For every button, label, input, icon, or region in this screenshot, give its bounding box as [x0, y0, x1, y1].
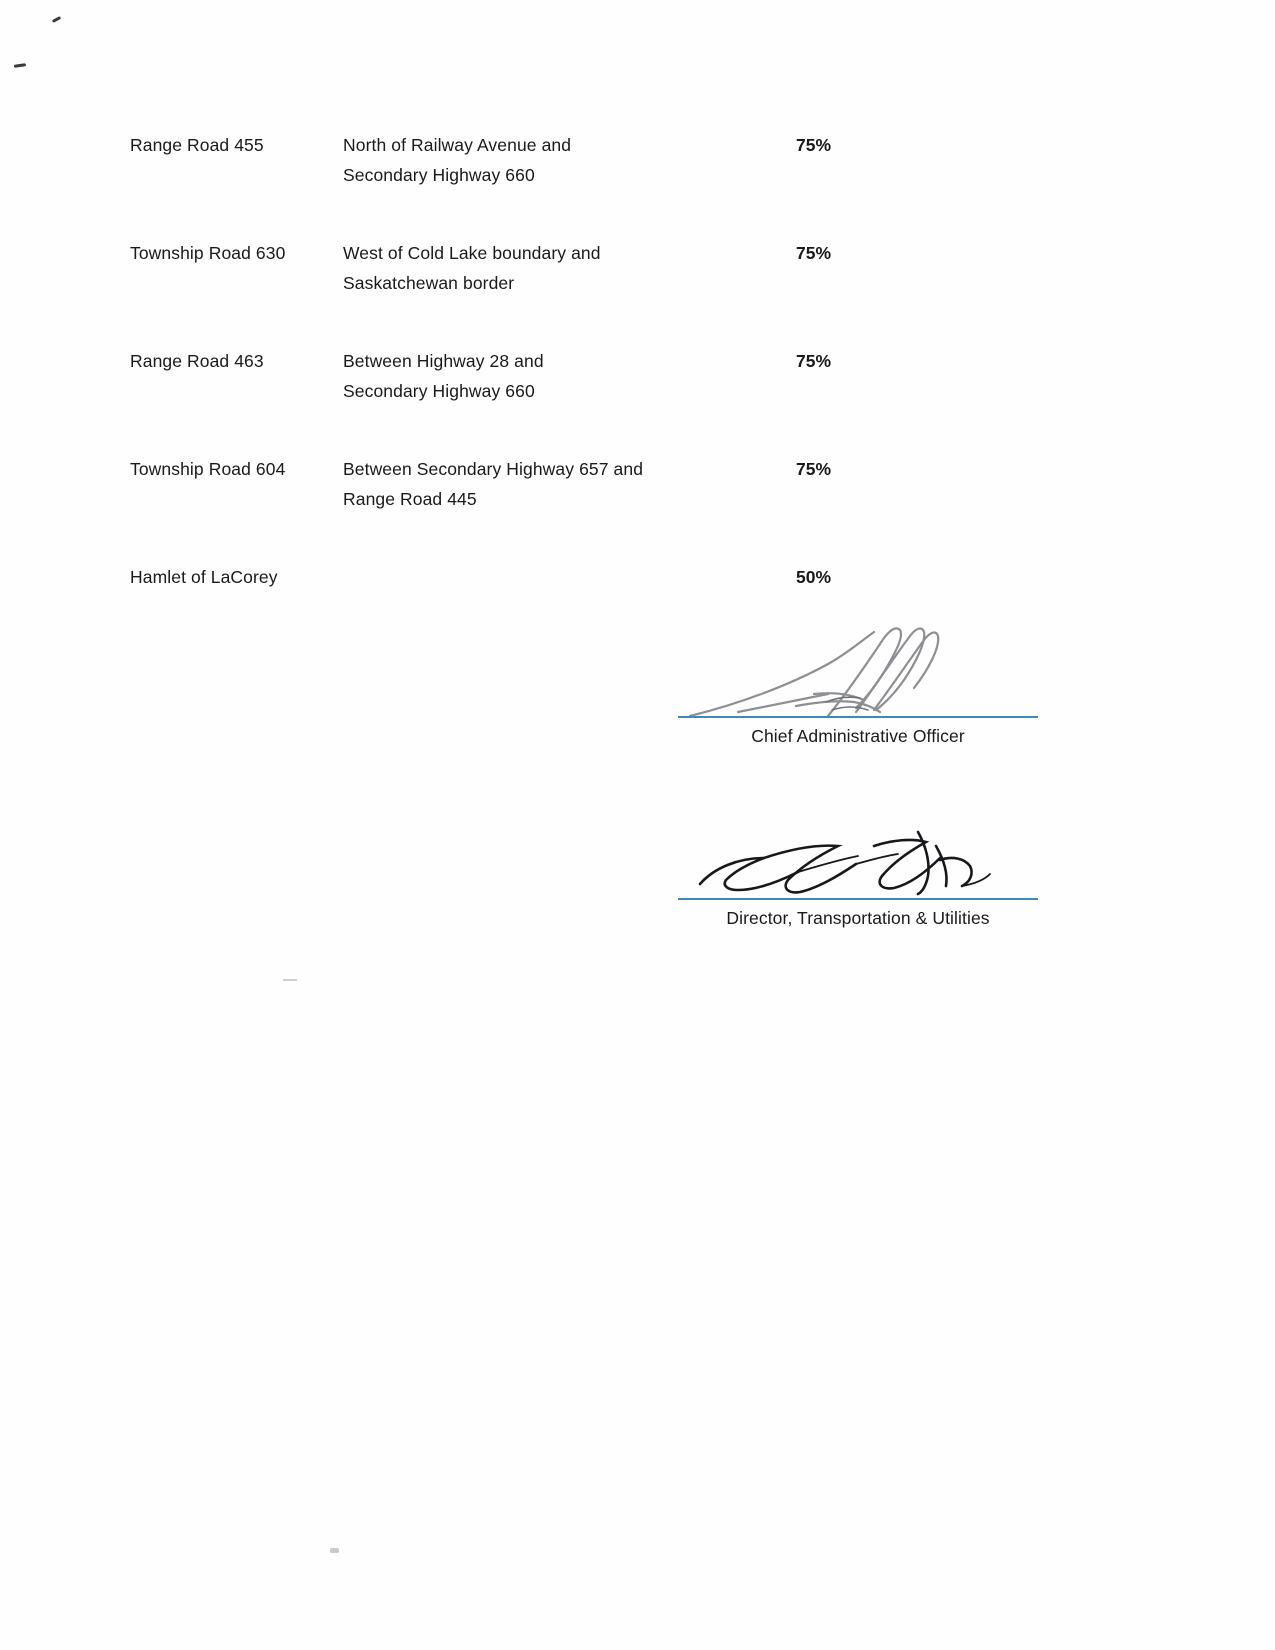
road-percent: 75% [796, 135, 832, 155]
scan-artifact-icon [52, 16, 61, 23]
road-name: Hamlet of LaCorey [130, 567, 278, 587]
scan-artifact-icon [14, 63, 26, 68]
scan-artifact-icon [283, 979, 297, 981]
signature-block-director [678, 800, 1038, 930]
road-description-line: Between Secondary Highway 657 and [343, 459, 644, 479]
road-percent: 75% [796, 459, 832, 479]
road-description [343, 346, 768, 406]
signature-caption: Chief Administrative Officer [751, 726, 965, 746]
road-name: Range Road 463 [130, 351, 264, 371]
table-row [130, 238, 890, 298]
road-percent: 50% [796, 567, 832, 587]
table-row [130, 130, 890, 190]
road-description-line: Secondary Highway 660 [343, 381, 535, 401]
signature-line [678, 898, 1038, 900]
road-description-line: West of Cold Lake boundary and [343, 243, 601, 263]
signature-caption: Director, Transportation & Utilities [726, 908, 990, 928]
road-description-line: Range Road 445 [343, 489, 477, 509]
road-description-line: Saskatchewan border [343, 273, 515, 293]
road-allocation-table [130, 130, 890, 592]
road-description [343, 454, 768, 514]
road-description-line: Secondary Highway 660 [343, 165, 535, 185]
road-name: Township Road 630 [130, 243, 286, 263]
road-description-line: Between Highway 28 and [343, 351, 544, 371]
signature-block-cao [678, 618, 1038, 748]
scan-artifact-icon [330, 1548, 339, 1553]
signature-area [678, 618, 1038, 718]
road-name: Range Road 455 [130, 135, 264, 155]
road-name: Township Road 604 [130, 459, 286, 479]
road-description [343, 130, 768, 190]
signature-line [678, 716, 1038, 718]
signature-area [678, 800, 1038, 900]
road-description [343, 238, 768, 298]
road-percent: 75% [796, 351, 832, 371]
road-description-line: North of Railway Avenue and [343, 135, 572, 155]
road-percent: 75% [796, 243, 832, 263]
table-row [130, 454, 890, 514]
table-row [130, 562, 890, 592]
table-row [130, 346, 890, 406]
